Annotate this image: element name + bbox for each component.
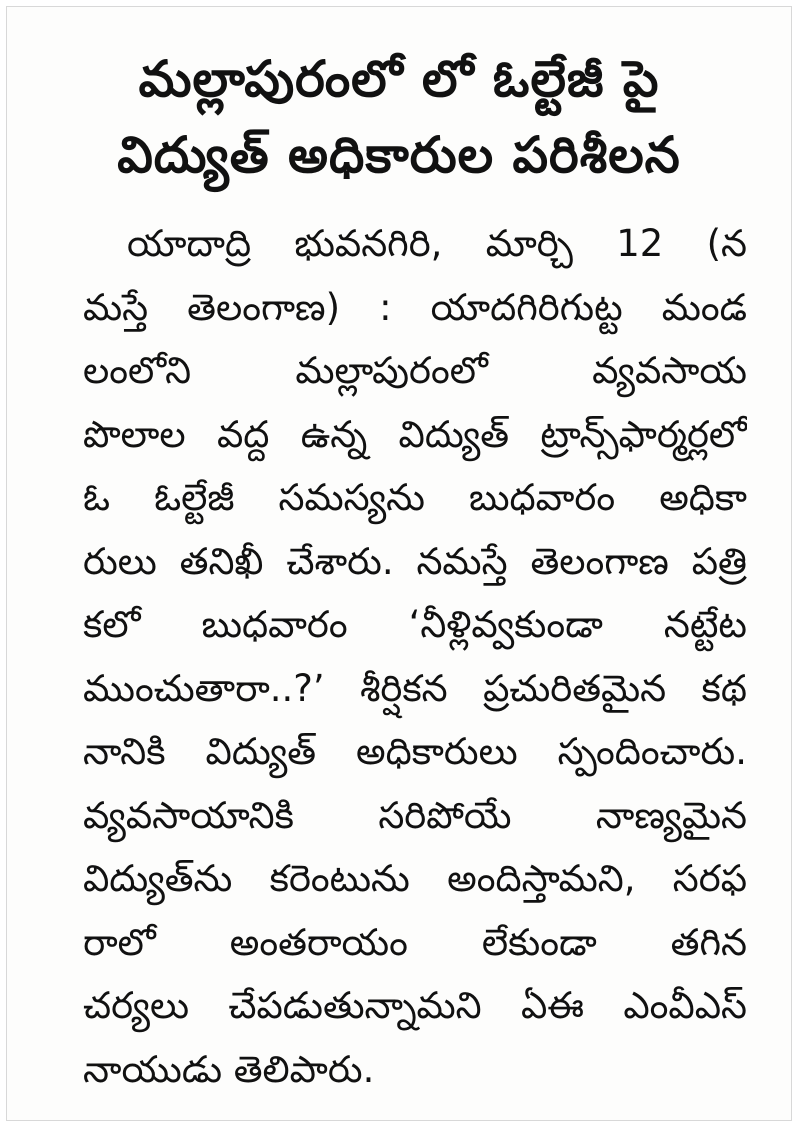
article-body xyxy=(83,212,747,1101)
headline xyxy=(27,41,771,193)
body-line-12: రాలో అంతరాయం లేకుండా తగిన xyxy=(83,920,747,964)
body-line-14: నాయుడు తెలిపారు. xyxy=(83,1047,375,1091)
body-line-9: నానికి విద్యుత్ అధికారులు స్పందించారు. xyxy=(83,730,747,773)
body-line-1: యాదాద్రి భువనగిరి, మార్చి 12 (న xyxy=(127,222,747,265)
headline-line-2: విద్యుత్ అధికారుల పరిశీలన xyxy=(117,126,681,184)
newspaper-clipping xyxy=(6,6,792,1121)
body-line-11: విద్యుత్‌ను కరెంటును అందిస్తామని, సరఫ xyxy=(83,857,747,900)
body-line-5: ఓ ఓల్టేజీ సమస్యను బుధవారం అధికా xyxy=(83,476,747,519)
body-line-7: కలో బుధవారం ‘నీళ్లివ్వకుండా నట్టేట xyxy=(83,603,747,646)
body-line-3: లంలోని మల్లాపురంలో వ్యవసాయ xyxy=(83,349,747,392)
body-line-4: పొలాల వద్ద ఉన్న విద్యుత్ ట్రాన్స్‌ఫార్మర్లలో xyxy=(83,412,747,456)
body-line-10: వ్యవసాయానికి సరిపోయే నాణ్యమైన xyxy=(83,793,747,837)
body-line-2: మస్తే తెలంగాణ) : యాదగిరిగుట్ట మండ xyxy=(83,285,747,329)
headline-line-1: మల్లాపురంలో లో ఓల్టేజీ పై xyxy=(138,50,660,108)
body-line-13: చర్యలు చేపడుతున్నామని ఏఈ ఎంవీఎస్ xyxy=(83,984,747,1027)
body-line-6: రులు తనిఖీ చేశారు. నమస్తే తెలంగాణ పత్రి xyxy=(83,539,747,583)
body-line-8: ముంచుతారా..?’ శీర్షికన ప్రచురితమైన కథ xyxy=(83,666,747,710)
